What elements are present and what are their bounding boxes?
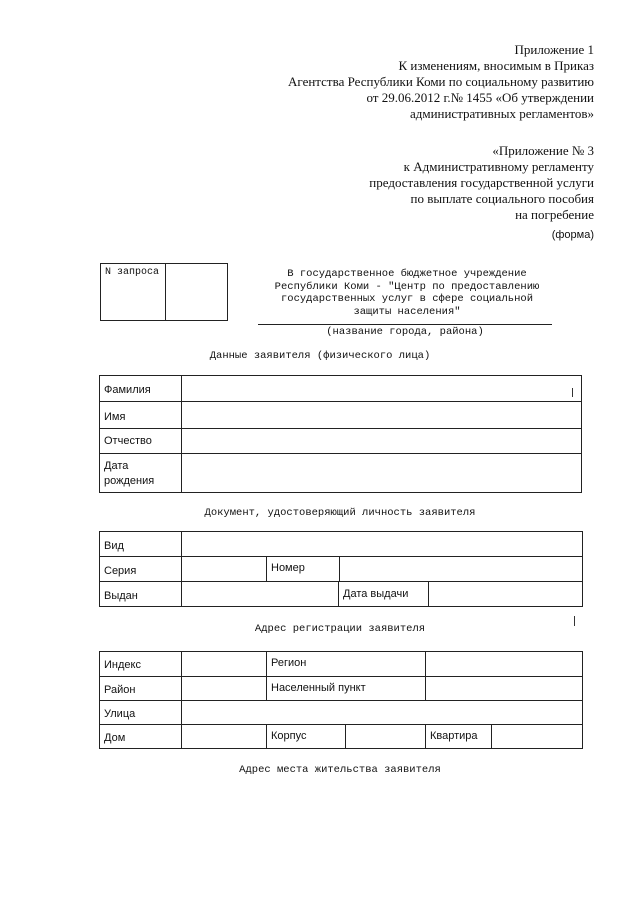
birth-date-row (100, 454, 581, 492)
doc-type-label: Вид (100, 532, 182, 556)
series-field[interactable] (182, 557, 267, 581)
name-row (100, 402, 581, 429)
birth-date-field[interactable] (182, 454, 581, 492)
scan-mark (572, 388, 573, 397)
surname-field[interactable] (182, 376, 581, 401)
issued-row (100, 582, 582, 606)
form-label: (форма) (551, 229, 594, 241)
order-reference (288, 42, 594, 122)
apartment-field[interactable] (492, 725, 582, 748)
issued-by-field[interactable] (182, 582, 339, 606)
number-field[interactable] (340, 557, 582, 581)
series-number-row (100, 557, 582, 582)
house-label: Дом (100, 725, 182, 748)
institution-line-4: защиты населения" (353, 305, 461, 318)
building-label: Корпус (267, 725, 346, 748)
district-label: Район (100, 677, 182, 700)
order-line-4: от 29.06.2012 г.№ 1455 «Об утверждении (366, 90, 594, 105)
district-field[interactable] (182, 677, 267, 700)
district-locality-row (100, 677, 582, 701)
locality-label: Населенный пункт (267, 677, 426, 700)
order-line-1: Приложение 1 (514, 42, 594, 57)
name-field[interactable] (182, 402, 581, 428)
institution-line-3: государственных услуг в сфере социальной (280, 293, 534, 305)
institution-addressee (262, 268, 552, 318)
order-line-5: административных регламентов» (409, 106, 594, 121)
identity-section-title: Документ, удостоверяющий личность заявителя (204, 507, 476, 519)
region-label: Регион (267, 652, 426, 676)
patronymic-field[interactable] (182, 429, 581, 453)
building-field[interactable] (346, 725, 426, 748)
street-field[interactable] (182, 701, 582, 724)
index-region-row (100, 652, 582, 677)
institution-line-2: Республики Коми - "Центр по предоставлению (274, 280, 540, 293)
patronymic-row (100, 429, 581, 454)
number-label: Номер (267, 557, 340, 581)
issue-date-label: Дата выдачи (339, 582, 429, 606)
applicant-table (99, 375, 582, 493)
annex-line-3: предоставления государственной услуги (369, 175, 594, 190)
surname-row (100, 376, 581, 402)
annex-line-4: по выплате социального пособия (410, 191, 594, 206)
annex-line-2: к Административному регламенту (403, 159, 594, 174)
issued-by-label: Выдан (100, 582, 182, 606)
order-line-2: К изменениям, вносимым в Приказ (398, 58, 594, 73)
scan-mark (574, 616, 575, 626)
doc-type-row (100, 532, 582, 557)
registration-section-title: Адрес регистрации заявителя (254, 623, 426, 635)
street-label: Улица (100, 701, 182, 724)
house-field[interactable] (182, 725, 267, 748)
apartment-label: Квартира (426, 725, 492, 748)
request-number-box (100, 263, 228, 321)
street-row (100, 701, 582, 725)
request-number-label: N запроса (101, 264, 166, 320)
identity-table (99, 531, 583, 607)
annex-reference (369, 143, 594, 223)
annex-line-1: «Приложение № 3 (492, 143, 594, 158)
locality-field[interactable] (426, 677, 582, 700)
issue-date-field[interactable] (429, 582, 582, 606)
house-row (100, 725, 582, 748)
birth-date-label: Дата рождения (100, 454, 182, 492)
doc-type-field[interactable] (182, 532, 582, 556)
annex-line-5: на погребение (515, 207, 594, 222)
region-field[interactable] (426, 652, 582, 676)
registration-table (99, 651, 583, 749)
order-line-3: Агентства Республики Коми по социальному развитию (288, 74, 594, 89)
institution-line-1: В государственное бюджетное учреждение (287, 268, 527, 280)
applicant-section-title: Данные заявителя (физического лица) (209, 350, 431, 362)
index-field[interactable] (182, 652, 267, 676)
series-label: Серия (100, 557, 182, 581)
residence-section-title: Адрес места жительства заявителя (239, 764, 441, 776)
request-number-field[interactable] (166, 264, 227, 320)
surname-label: Фамилия (100, 376, 182, 401)
name-label: Имя (100, 402, 182, 428)
city-underline[interactable] (258, 324, 552, 325)
index-label: Индекс (100, 652, 182, 676)
city-caption: (название города, района) (326, 326, 484, 338)
patronymic-label: Отчество (100, 429, 182, 453)
